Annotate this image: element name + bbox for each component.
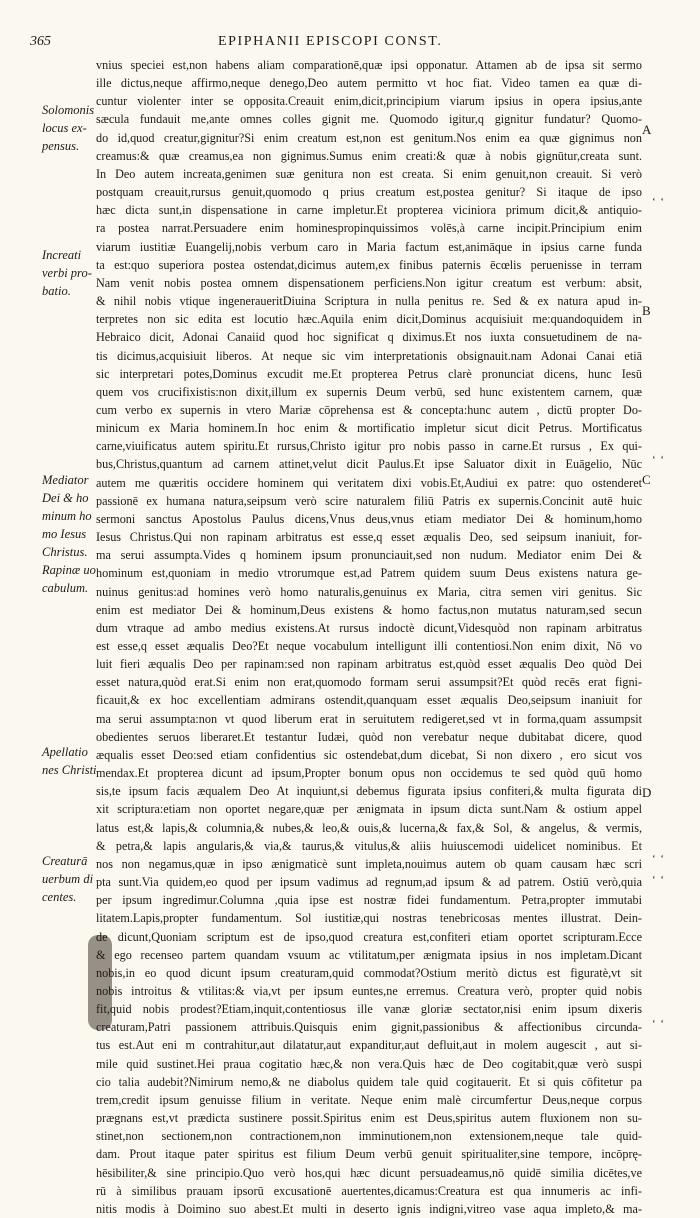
- text-line: obedientes seruos liberaret.Et testantur Iudæi, quòd non verebatur neque dubitabat dicere, quod: [96, 729, 642, 744]
- margin-note: cabulum.: [42, 581, 89, 595]
- text-line: terpretes non sic edita est locutio hæc.Aquila enim dicit,Dominus acquisiuit me:quandoquidem in: [96, 312, 642, 327]
- text-line: cio talia audebit?Nimirum nemo,& ne diabolus quidem tale quid cogitauerit. Et si quis cōfitetur pa: [96, 1074, 642, 1089]
- text-line: est esse,q esset æqualis Deo?Et neque vocabulum intelligunt illi contentiosi.Non enim dixit, Nō vo: [96, 639, 642, 653]
- text-line: Iesus Christus.Qui non rapinam arbitratus est esse,q esset æqualis Deo, sed seipsum inaniuit, for-: [96, 530, 642, 545]
- text-line: luit fieri æqualis Deo per rapinam:sed non rapinam arbitratus est,quòd esset æqualis Deo quòd Dei: [96, 657, 642, 672]
- text-line: nos non negamus,quæ in ipso ænigmaticè sunt impleta,nouimus autem ob quam causam hæc scri: [96, 856, 642, 871]
- text-line: fit,quid nobis prodest?Etiam,inquit,contentiosus ille vanæ gloriæ sectator,nisi enim ipsum dixeris: [96, 1002, 642, 1017]
- margin-note: batio.: [42, 284, 71, 298]
- text-line: latus est,& lapis,& columnia,& nubes,& leo,& ouis,& lucerna,& fax,& Sol, & angelus, & vermis,: [96, 820, 642, 835]
- text-line: nobis introitus & vtilitas:& via,vt per ipsum euntes,ne erremus. Creatura verò, propter quid nobis: [96, 983, 642, 998]
- text-line: hæc dicta sunt,in dispensatione in carne impletur.Et propterea viciniora primum dicit,& antiquio-: [96, 203, 642, 218]
- margin-quote-mark: ‘ ‘: [652, 1018, 666, 1030]
- margin-note: uerbum di: [42, 872, 94, 886]
- text-line: prægnans est,vt prædicta sustinere possit.Spiritus enim est Deus,spiritus autem fluxionem non su-: [96, 1111, 642, 1126]
- text-line: nitis modis à Doimino suo abest.Et multi in deserto ignis indigni,vitreo vase aqua impleto,& ma-: [96, 1201, 642, 1216]
- margin-note: Apellatio: [42, 745, 88, 759]
- margin-quote-mark: ‘ ‘: [652, 874, 666, 886]
- text-line: sermoni sanctus Apostolus Paulus dicens,Vnus deus,vnus etiam mediator Dei & hominum,homo: [96, 511, 642, 526]
- margin-note: locus ex-: [42, 121, 87, 135]
- text-line: postquam creauit,rursus genuit,quomodo q prius creatum est,postea genitur? Si itaque de ipso: [96, 185, 642, 200]
- margin-note: nes Christi: [42, 763, 97, 777]
- text-line: minicum ex Maria hominem.In hoc enim & mortificatio impletur sicut dicit Petrus. Mortificatus: [96, 421, 642, 436]
- margin-note: centes.: [42, 890, 77, 904]
- margin-section-letter: D: [642, 785, 652, 800]
- text-line: dam. Prout itaque pater spiritus est filium Deum verbū genuit spiritualiter,sine tempore, incōprę-: [96, 1147, 642, 1162]
- text-line: sis,te ipsum facis æqualem Deo At inquiunt,si debemus figurata ipsius confiteri,& multa figurata di: [96, 784, 642, 799]
- text-line: sæcula fundauit me,ante omnes colles gignit me. Quomodo igitur,q gignitur fundatur? Quomo-: [96, 112, 642, 127]
- text-line: cum verbo ex supernis in vtero Mariæ cōprehensa est & concepta:hunc autem , dictū propter Do-: [96, 402, 642, 417]
- text-line: mendax.Et propterea dicunt ad ipsum,Propter bonum opus non occidemus te sed quòd quū homo: [96, 766, 642, 781]
- text-line: tus est.Aut eni m contrahitur,aut dilatatur,aut expanditur,aut defluit,aut in molem augescit , aut si-: [96, 1038, 642, 1053]
- text-line: litatem.Lapis,propter fundamentum. Sol iustitiæ,qui nostras tenebricosas mentes illustrat. Dein-: [96, 911, 642, 926]
- text-line: rū à similibus prauam ipsorū excusationē auertentes,dicamus:Creatura est qua innumeris ac infi-: [96, 1183, 642, 1198]
- text-line: & petra,& lapis angularis,& via,& taurus,& vitulus,& aliis huiuscemodi uidelicet nominibus. Et: [96, 838, 642, 853]
- text-line: dum vtraque ad ambo medius existens.At rursus indoctè dicunt,Videsquòd non rapinam arbitratus: [96, 620, 642, 635]
- margin-note: Rapinæ uo: [42, 563, 96, 577]
- margin-note: Increati: [42, 248, 82, 262]
- text-line: Nam venit nobis postea omnem dispensationem perficiens.Non igitur creatum est verbum: absit,: [96, 275, 642, 290]
- text-line: creaturam,Patri passionem attribuis.Quisquis enim gignit,passionibus & affectionibus circunda-: [96, 1020, 642, 1035]
- body-text: [96, 56, 642, 1218]
- margin-note: mo Iesus: [42, 527, 87, 541]
- text-line: ille dictus,neque affirmo,neque denego,Deo autem permitto vt hoc fiat. Video tamen ea quæ di-: [96, 76, 642, 91]
- margin-quote-mark: ‘ ‘: [652, 454, 666, 466]
- text-line: & ego recenseo partem quandam vsuum ac vtilitatum,per ænigmata ipsius in nos impletam.Dicant: [96, 947, 642, 962]
- margin-quote-mark: ‘ ‘: [652, 853, 666, 865]
- text-line: pta sunt.Via quidem,eo quod per ipsum vadimus ad regnum,ad ipsum & ad patrem. Ostiū verò,quia: [96, 875, 642, 890]
- text-line: ta est:quo superiora postea ostendat,dicimus autem,ex finibus paternis ēcœlis peruenisse in terram: [96, 257, 642, 272]
- margin-note: Dei & ho: [42, 491, 89, 505]
- text-line: trem,credit ipsum genuisse filium in veritate. Neque enim malè circumfertur Deus,neque corpus: [96, 1092, 642, 1107]
- page-number: 365: [30, 34, 51, 49]
- text-line: stinet,non sectionem,non contractionem,non imminutionem,non extensionem,neque tale quid-: [96, 1129, 642, 1144]
- text-line: nuinus genitus:ad homines verò homo naturalis,genuinus ex Maria, citra semen viri genitus. Sic: [96, 584, 642, 599]
- margin-section-letter: C: [642, 472, 651, 487]
- text-line: xit scriptura:etiam non oportet negare,quæ per ænigmata in ipsum dicta sunt.Nam & ostium appel: [96, 802, 642, 817]
- margin-note: Mediator: [42, 473, 89, 487]
- text-line: per ipsum ingredimur.Columna ,quia ipse est nostræ fidei fundamentum. Petra,propter immutabi: [96, 893, 642, 908]
- running-head-title: EPIPHANII EPISCOPI CONST.: [218, 34, 443, 49]
- text-line: quem vos crucifixistis:non dixit,illum ex supernis Deum verbū, sed hunc existentem carnem, quæ: [96, 384, 642, 399]
- text-line: creamus:& quæ creamus,ea non gignimus.Sumus enim creati:& quæ à nobis gignūtur,creata sunt.: [96, 148, 642, 163]
- text-line: hēsibiliter,& sine principio.Quo verò hos,qui hæc dicunt persuadeamus,nō quidē similia dicētes,ve: [96, 1165, 642, 1180]
- text-line: tis dicimus,acquisiuit liberos. At neque sic vim interpretationis obsignauit.nam Adonai Canai etiā: [96, 348, 642, 363]
- text-line: Hebraico dicit, Adonai Canaiid quod hoc significat q diximus.Et nos iuxta consuetudinem de na-: [96, 330, 642, 345]
- margin-note: minum ho: [42, 509, 92, 523]
- margin-note: verbi pro-: [42, 266, 92, 280]
- text-line: & nihil nobis vtique ingeneraueritDiuina Scriptura in nulla penitus re. Sed & ex natura apud in-: [96, 294, 642, 309]
- text-line: ficauit,& ex hoc excellentiam admirans ostendit,quanquam esset æqualis Deo,seipsum inaniuit for: [96, 693, 642, 708]
- margin-note: Christus.: [42, 545, 88, 559]
- margin-note: Creaturā: [42, 854, 88, 868]
- text-line: autem me quæritis occidere hominem qui veritatem dixi vobis.Et,Audiui ex patre: quo ostenderet: [96, 475, 642, 490]
- text-line: viarum iustitiæ Euangelij,nobis verbum caro in Maria factum est,animāque in ipsius carne funda: [96, 239, 642, 254]
- text-line: enim est mediator Dei & hominum,Deus existens & homo factus,non mutatus naturam,sed secun: [96, 602, 642, 617]
- text-line: In Deo autem increata,genimen suæ genitura non est creata. Si enim genuit,non creauit. Si verò: [96, 166, 642, 181]
- margin-note: Solomonis: [42, 103, 95, 117]
- text-line: sic interpretari potes,Dominus excudit me.Et propterea Petrus clarè pronunciat dicens, hunc Iesū: [96, 366, 642, 381]
- text-line: æqualis esset Deo:sed etiam confidentius sic ostendebat,dum dicebat, Si non dixero , ero sicut vos: [96, 747, 642, 762]
- margin-note: pensus.: [42, 139, 80, 153]
- text-line: hominum est,quoniam in medio vtrorumque est,ad Patrem quidem suum Deus existens natura ge-: [96, 566, 642, 581]
- text-line: esset natura,quòd erat.Si enim non erat,quomodo formam serui assumpsit?Et quòd recēs erat figni-: [96, 675, 642, 690]
- margin-section-letter: B: [642, 303, 651, 318]
- text-line: vnius speciei est,non habens aliam comparationē,quæ ipsi opponatur. Attamen ab de ipsa sit sermo: [96, 58, 642, 72]
- margin-quote-mark: ‘ ‘: [652, 196, 666, 208]
- text-line: passionē ex humana natura,seipsum verò scire naturalem filiū Patris ex supernis.Concinit autē huic: [96, 493, 642, 508]
- text-line: de dicunt,Quoniam scriptum est de ipso,quod creatura est,confiteri etiam oportet scripturam.Ecce: [96, 929, 642, 944]
- text-line: ra postea narrat.Persuadere enim hominespropinquissimos volēs,à carne incipit.Principium enim: [96, 221, 642, 236]
- text-line: ma serui assumpta.Vides q hominem ipsum pronunciauit,sed non nudum. Mediator enim Dei &: [96, 548, 642, 563]
- text-line: mile quid sustinet.Hei praua cogitatio hæc,& non vera.Quis hæc de Deo cogitabit,quæ verò suspi: [96, 1056, 642, 1071]
- text-line: do id,quod creatur,gignitur?Si enim creatum est,non est genitum.Nos enim ea quæ gignimus non: [96, 130, 642, 145]
- text-line: cuntur violenter inter se opposita.Creauit enim,dicit,principium viarum ipsius in opera ipsius,ante: [96, 94, 642, 109]
- text-line: nobis,in eo quod dicunt ipsum creaturam,quid commodat?Ostium meritò dictus est figuratè,vt sit: [96, 965, 642, 980]
- text-line: carne,viuificatus autem spiritu.Et rursus,Christo igitur pro nobis passo in carne.Et rursus , Ex qui-: [96, 439, 642, 454]
- text-line: ma serui assumpta:non vt quod liberum erat in seruitutem redigeret,sed vt in forma,quam assumpsit: [96, 711, 642, 726]
- text-line: bus,Christus,quantum ad carnem attinet,velut dicit Paulus.Et ipse Saluator dixit in Euāgelio, Nūc: [96, 457, 642, 472]
- margin-section-letter: A: [642, 122, 652, 137]
